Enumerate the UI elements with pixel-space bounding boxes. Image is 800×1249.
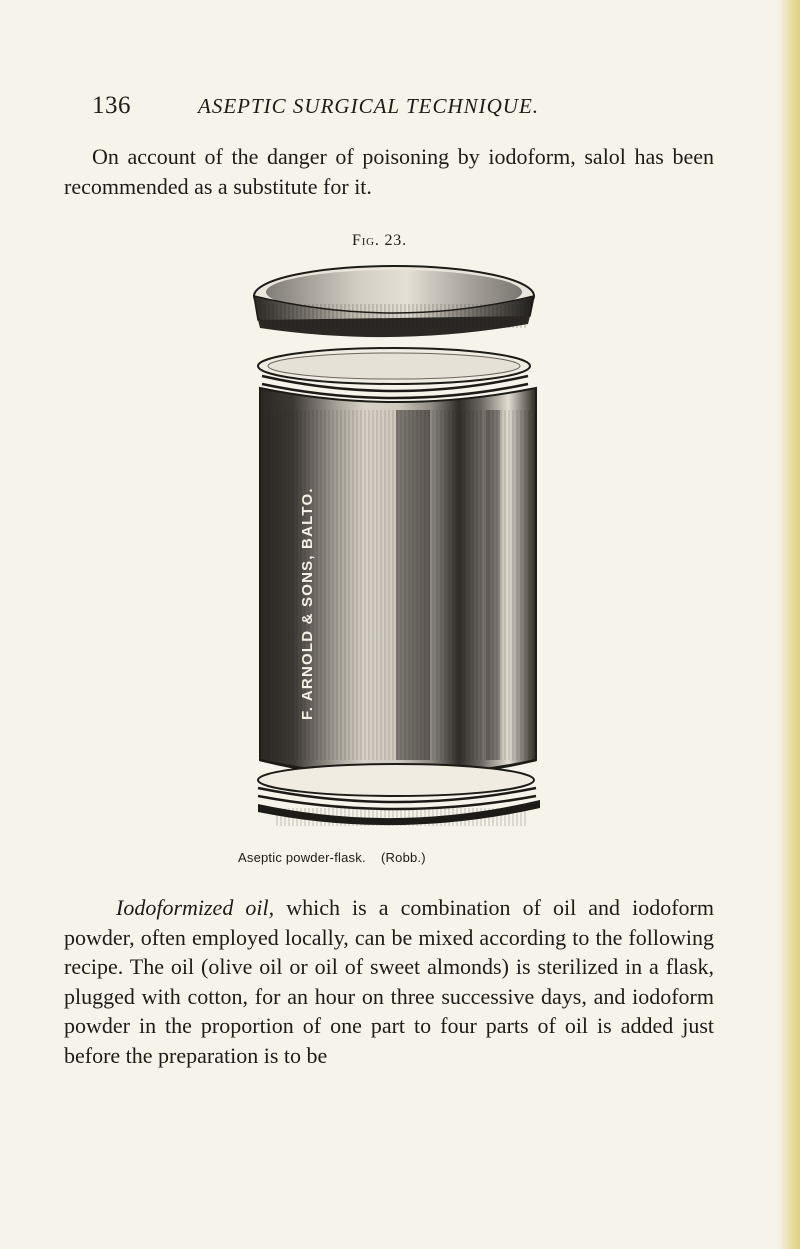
page-edge-tint: [778, 0, 800, 1249]
running-head: ASEPTIC SURGICAL TECHNIQUE.: [198, 94, 540, 118]
figure-label: Fig. 23.: [352, 232, 407, 249]
powder-flask-illustration: [236, 260, 554, 834]
running-header: [92, 90, 712, 122]
flask-base-threads: [258, 760, 540, 826]
caption-attribution: (Robb.): [381, 850, 426, 865]
flask-engraving: F. ARNOLD & SONS, BALTO.: [299, 487, 316, 720]
paragraph-iodoformized-oil: [64, 893, 714, 1070]
caption-main: Aseptic powder-flask.: [238, 850, 366, 865]
flask-lid: [254, 266, 534, 337]
paragraph-2-text: which is a combination of oil and iodoform powder, often employed locally, can be mixed according to the following recipe. The oil (olive oil or oil of sweet almonds) is sterilized in a flask, plugged with cotton, for an hour on three successive days, and iodoform powder in the proportion of one part to four parts of oil is added just before the preparation is to be: [64, 895, 714, 1068]
paragraph-salol: On account of the danger of poisoning by iodoform, salol has been recommended as a substitute for it.: [64, 144, 714, 199]
page-number: 136: [92, 92, 131, 119]
figure-caption: [238, 850, 548, 865]
italic-term: Iodoformized oil,: [116, 895, 275, 920]
